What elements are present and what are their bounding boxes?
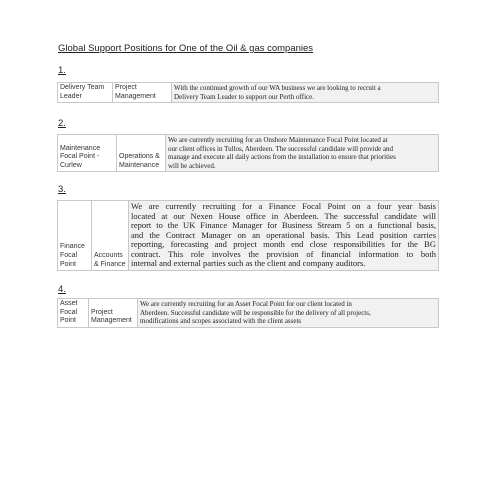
section-4-number: 4. <box>58 284 66 295</box>
department-cell: Operations & Maintenance <box>117 135 166 172</box>
department-cell: Project Management <box>113 83 172 103</box>
position-cell: Finance Focal Point <box>58 201 92 271</box>
position-cell: Delivery Team Leader <box>58 83 113 103</box>
department-cell: Accounts & Finance <box>92 201 129 271</box>
position-cell: Maintenance Focal Point - Curlew <box>58 135 117 172</box>
department-cell: Project Management <box>89 299 138 328</box>
description-cell: We are currently recruiting for an Onshore Maintenance Focal Point located at our client offices in Tullos, Aberdeen. The successful candidate will provide and manage and execute all daily actions from the installation to ensure that priorities will be achieved. <box>166 135 439 172</box>
document-title: Global Support Positions for One of the Oil & gas companies <box>58 43 314 54</box>
description-cell: With the continued growth of our WA business we are looking to recruit a Delivery Team Leader to support our Perth office. <box>172 83 439 103</box>
section-3-table <box>57 200 439 271</box>
table-row <box>58 83 439 103</box>
table-row <box>58 299 439 328</box>
section-2-table <box>57 134 439 172</box>
table-row <box>58 135 439 172</box>
section-1-number: 1. <box>58 65 66 76</box>
section-4-table <box>57 298 439 328</box>
section-3-number: 3. <box>58 184 66 195</box>
description-cell: We are currently recruiting for an Asset Focal Point for our client located in Aberdeen. Successful candidate will be responsible for the delivery of all projects, modifications and scopes associated with the client assets <box>138 299 439 328</box>
section-1-table <box>57 82 439 103</box>
position-cell: Asset Focal Point <box>58 299 89 328</box>
table-row <box>58 201 439 271</box>
description-cell: We are currently recruiting for a Finance Focal Point on a four year basis located at our Nexen House office in Aberdeen. The successful candidate will report to the UK Finance Manager for Business Stream 5 on a functional basis, and the Contract Manager on an operational basis. This Lead position carries reporting, forecasting and project month end close responsibilities for the BG contract. This role involves the provision of financial information to both internal and external parties such as the client and company auditors. <box>129 201 439 271</box>
section-2-number: 2. <box>58 118 66 129</box>
